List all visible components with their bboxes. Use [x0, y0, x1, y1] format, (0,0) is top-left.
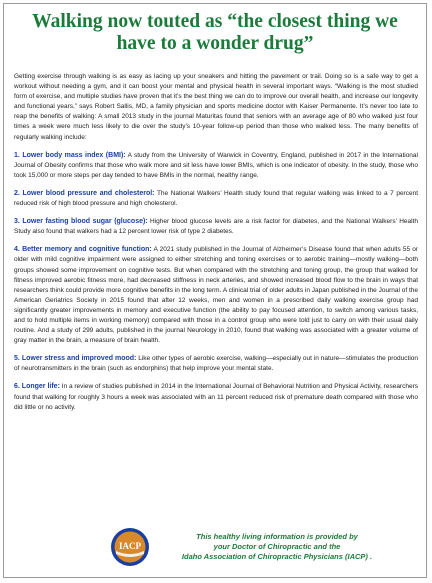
- benefit-body: Higher blood glucose levels are a risk factor for diabetes, and the National Walkers’ Health Study also found that walkers had a 12 percent lower risk of type 2 diabetes.: [14, 218, 418, 236]
- benefit-heading: 3. Lower fasting blood sugar (glucose):: [14, 218, 148, 226]
- article-body: [14, 72, 418, 421]
- logo-text: IACP: [119, 541, 141, 551]
- page-title: Walking now touted as “the closest thing we have to a wonder drug”: [32, 11, 398, 54]
- benefit-body: A study from the University of Warwick in Coventry, England, published in 2017 in the International Journal of Obesity confirms that those who walk more and sit less have lower BMIs, which is one indicator of obesity. In the study, those who took 15,000 or more steps per day tended to have BMIs in the normal, healthy range.: [14, 151, 418, 179]
- intro-paragraph: Getting exercise through walking is as easy as lacing up your sneakers and hitting the pavement or trail. Doing so is a safe way to get a workout without needing a gym, and it can boost your mental and physical health in several important ways. “Walking is the most studied form of exercise, and multiple studies have proven that it’s the best thing we can do to improve our overall health, and increase our longevity and functional years,” says Robert Sallis, MD, a family physician and sports medicine doctor with Kaiser Permanente. It’s never too late to reap the benefits of walking: A small 2013 study in the journal Maturitas found that seniors with an average age of 80 who walked just four times a week were much less likely to die over the study’s 10-year follow-up period than those who walked less. The many benefits of regularly walking include:: [14, 73, 418, 141]
- benefit-body: In a review of studies published in 2014 in the International Journal of Behavioral Nutrition and Physical Activity, researchers found that walking for roughly 3 hours a week was associated with an 11 percent reduced risk of premature death compared with those who did little or no activity.: [14, 383, 418, 411]
- footer-line: This healthy living information is provided by: [196, 532, 358, 541]
- footer-credit: [162, 532, 392, 562]
- benefit-heading: 2. Lower blood pressure and cholesterol:: [14, 189, 155, 197]
- footer: [14, 527, 418, 569]
- benefit-heading: 5. Lower stress and improved mood:: [14, 355, 137, 363]
- footer-line: your Doctor of Chiropractic and the: [213, 542, 341, 551]
- benefit-paragraph: [14, 245, 418, 346]
- flyer-frame: [3, 3, 427, 578]
- benefit-paragraph: [14, 354, 418, 374]
- benefit-heading: 1. Lower body mass index (BMI):: [14, 151, 126, 159]
- benefit-paragraph: [14, 189, 418, 209]
- benefit-paragraph: [14, 151, 418, 181]
- benefit-body: Like other types of aerobic exercise, walking—especially out in nature—stimulates the production of neurotransmitters in the brain (such as endorphins) that help improve your mental state.: [14, 355, 419, 373]
- benefit-body: A 2021 study published in the Journal of Alzheimer’s Disease found that when adults 55 or older with mild cognitive impairment were assigned to either stretching and toning exercises or to aerobic training—mostly walking—both groups showed some improvement on cognitive tests. But when compared with the stretching and toning group, the group that walked for fitness improved aerobic fitness more, had decreased stiffness in neck arteries, and showed increased blood flow to the brain in ways that researchers think could provide more cognitive benefits in the long term. A clinical trial of older adults in Japan published in the Journal of the American Geriatrics Society in 2015 found that after 12 weeks, men and women in a prescribed daily walking exercise group had significantly greater improvements in memory and executive function (the ability to pay focused attention, to switch among various tasks, and to hold multiple items in working memory) compared with those in a control group who were told just to carry on with their usual daily routine. And a study of 299 adults, published in the journal Neurology in 2010, found that walking was associated with a greater volume of gray matter in the brain, a measure of brain health.: [14, 246, 418, 345]
- benefit-heading: 4. Better memory and cognitive function:: [14, 246, 152, 254]
- benefit-body: The National Walkers’ Health study found that regular walking was linked to a 7 percent reduced risk of high blood pressure and high cholesterol.: [14, 189, 419, 208]
- benefit-heading: 6. Longer life:: [14, 383, 60, 391]
- benefit-paragraph: [14, 217, 418, 237]
- benefit-paragraph: [14, 382, 418, 412]
- iacp-logo-icon: [110, 527, 150, 567]
- footer-line: Idaho Association of Chiropractic Physicians (IACP) .: [181, 552, 373, 561]
